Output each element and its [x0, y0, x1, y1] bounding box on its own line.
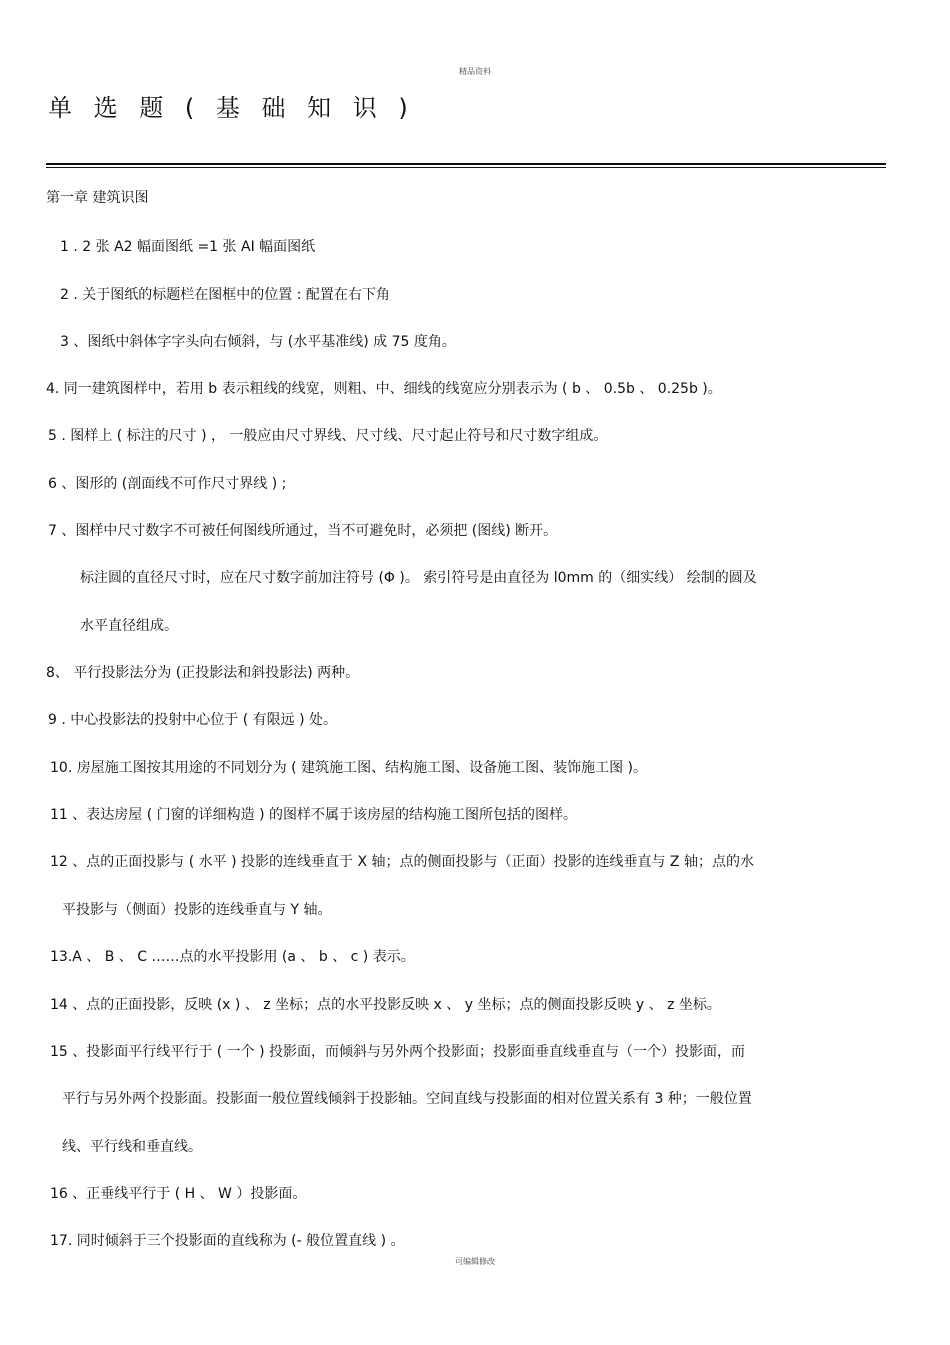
question-8: 8、 平行投影法分为 (正投影法和斜投影法) 两种。 — [46, 665, 360, 681]
header-note: 精品资料 — [459, 67, 491, 76]
question-2: 2 . 关于图纸的标题栏在图框中的位置 : 配置在右下角 — [60, 287, 390, 303]
page-title: 单 选 题 ( 基 础 知 识 ) — [48, 94, 415, 122]
question-7: 7 、图样中尺寸数字不可被任何图线所通过，当不可避免时，必须把 (图线) 断开。 — [48, 523, 558, 539]
question-7-cont-2: 水平直径组成。 — [80, 618, 178, 634]
question-7-cont-1: 标注圆的直径尺寸时，应在尺寸数字前加注符号 (Φ )。 索引符号是由直径为 l0mm 的（细实线） 绘制的圆及 — [80, 570, 757, 586]
question-15-cont-2: 线、平行线和垂直线。 — [62, 1139, 202, 1155]
question-10: 10. 房屋施工图按其用途的不同划分为 ( 建筑施工图、结构施工图、设备施工图、装饰施工图 )。 — [50, 760, 647, 776]
question-13: 13.A 、 B 、 C ……点的水平投影用 (a 、 b 、 c ) 表示。 — [50, 949, 415, 965]
question-14: 14 、点的正面投影，反映 (x ) 、 z 坐标；点的水平投影反映 x 、 y 坐标；点的侧面投影反映 y 、 z 坐标。 — [50, 997, 721, 1013]
title-rule-thin — [46, 167, 886, 168]
chapter-heading: 第一章 建筑识图 — [46, 190, 149, 206]
question-12-cont: 平投影与（侧面）投影的连线垂直与 Y 轴。 — [62, 902, 332, 918]
question-15-cont-1: 平行与另外两个投影面。投影面一般位置线倾斜于投影轴。空间直线与投影面的相对位置关系有 3 种；一般位置 — [62, 1091, 752, 1107]
question-5: 5 . 图样上 ( 标注的尺寸 ) ， 一般应由尺寸界线、尺寸线、尺寸起止符号和尺寸数字组成。 — [48, 428, 608, 444]
question-16: 16 、正垂线平行于 ( H 、 W ）投影面。 — [50, 1186, 307, 1202]
footer-note: 可编辑修改 — [455, 1257, 495, 1266]
question-9: 9 . 中心投影法的投射中心位于 ( 有限远 ) 处。 — [48, 712, 337, 728]
question-11: 11 、表达房屋 ( 门窗的详细构造 ) 的图样不属于该房屋的结构施工图所包括的图样。 — [50, 807, 577, 823]
question-17: 17. 同时倾斜于三个投影面的直线称为 (- 般位置直线 ) 。 — [50, 1233, 405, 1249]
question-12: 12 、点的正面投影与 ( 水平 ) 投影的连线垂直于 X 轴；点的侧面投影与（正面）投影的连线垂直与 Z 轴；点的水 — [50, 854, 754, 870]
title-rule-thick — [46, 163, 886, 165]
question-15: 15 、投影面平行线平行于 ( 一个 ) 投影面，而倾斜与另外两个投影面；投影面垂直线垂直与（一个）投影面，而 — [50, 1044, 745, 1060]
question-4: 4. 同一建筑图样中，若用 b 表示粗线的线宽，则粗、中、细线的线宽应分别表示为 ( b 、 0.5b 、 0.25b )。 — [46, 381, 722, 397]
question-6: 6 、图形的 (剖面线不可作尺寸界线 ) ; — [48, 476, 287, 492]
question-3: 3 、图纸中斜体字字头向右倾斜，与 (水平基准线) 成 75 度角。 — [60, 334, 456, 350]
question-1: 1 . 2 张 A2 幅面图纸 =1 张 AI 幅面图纸 — [60, 239, 316, 255]
